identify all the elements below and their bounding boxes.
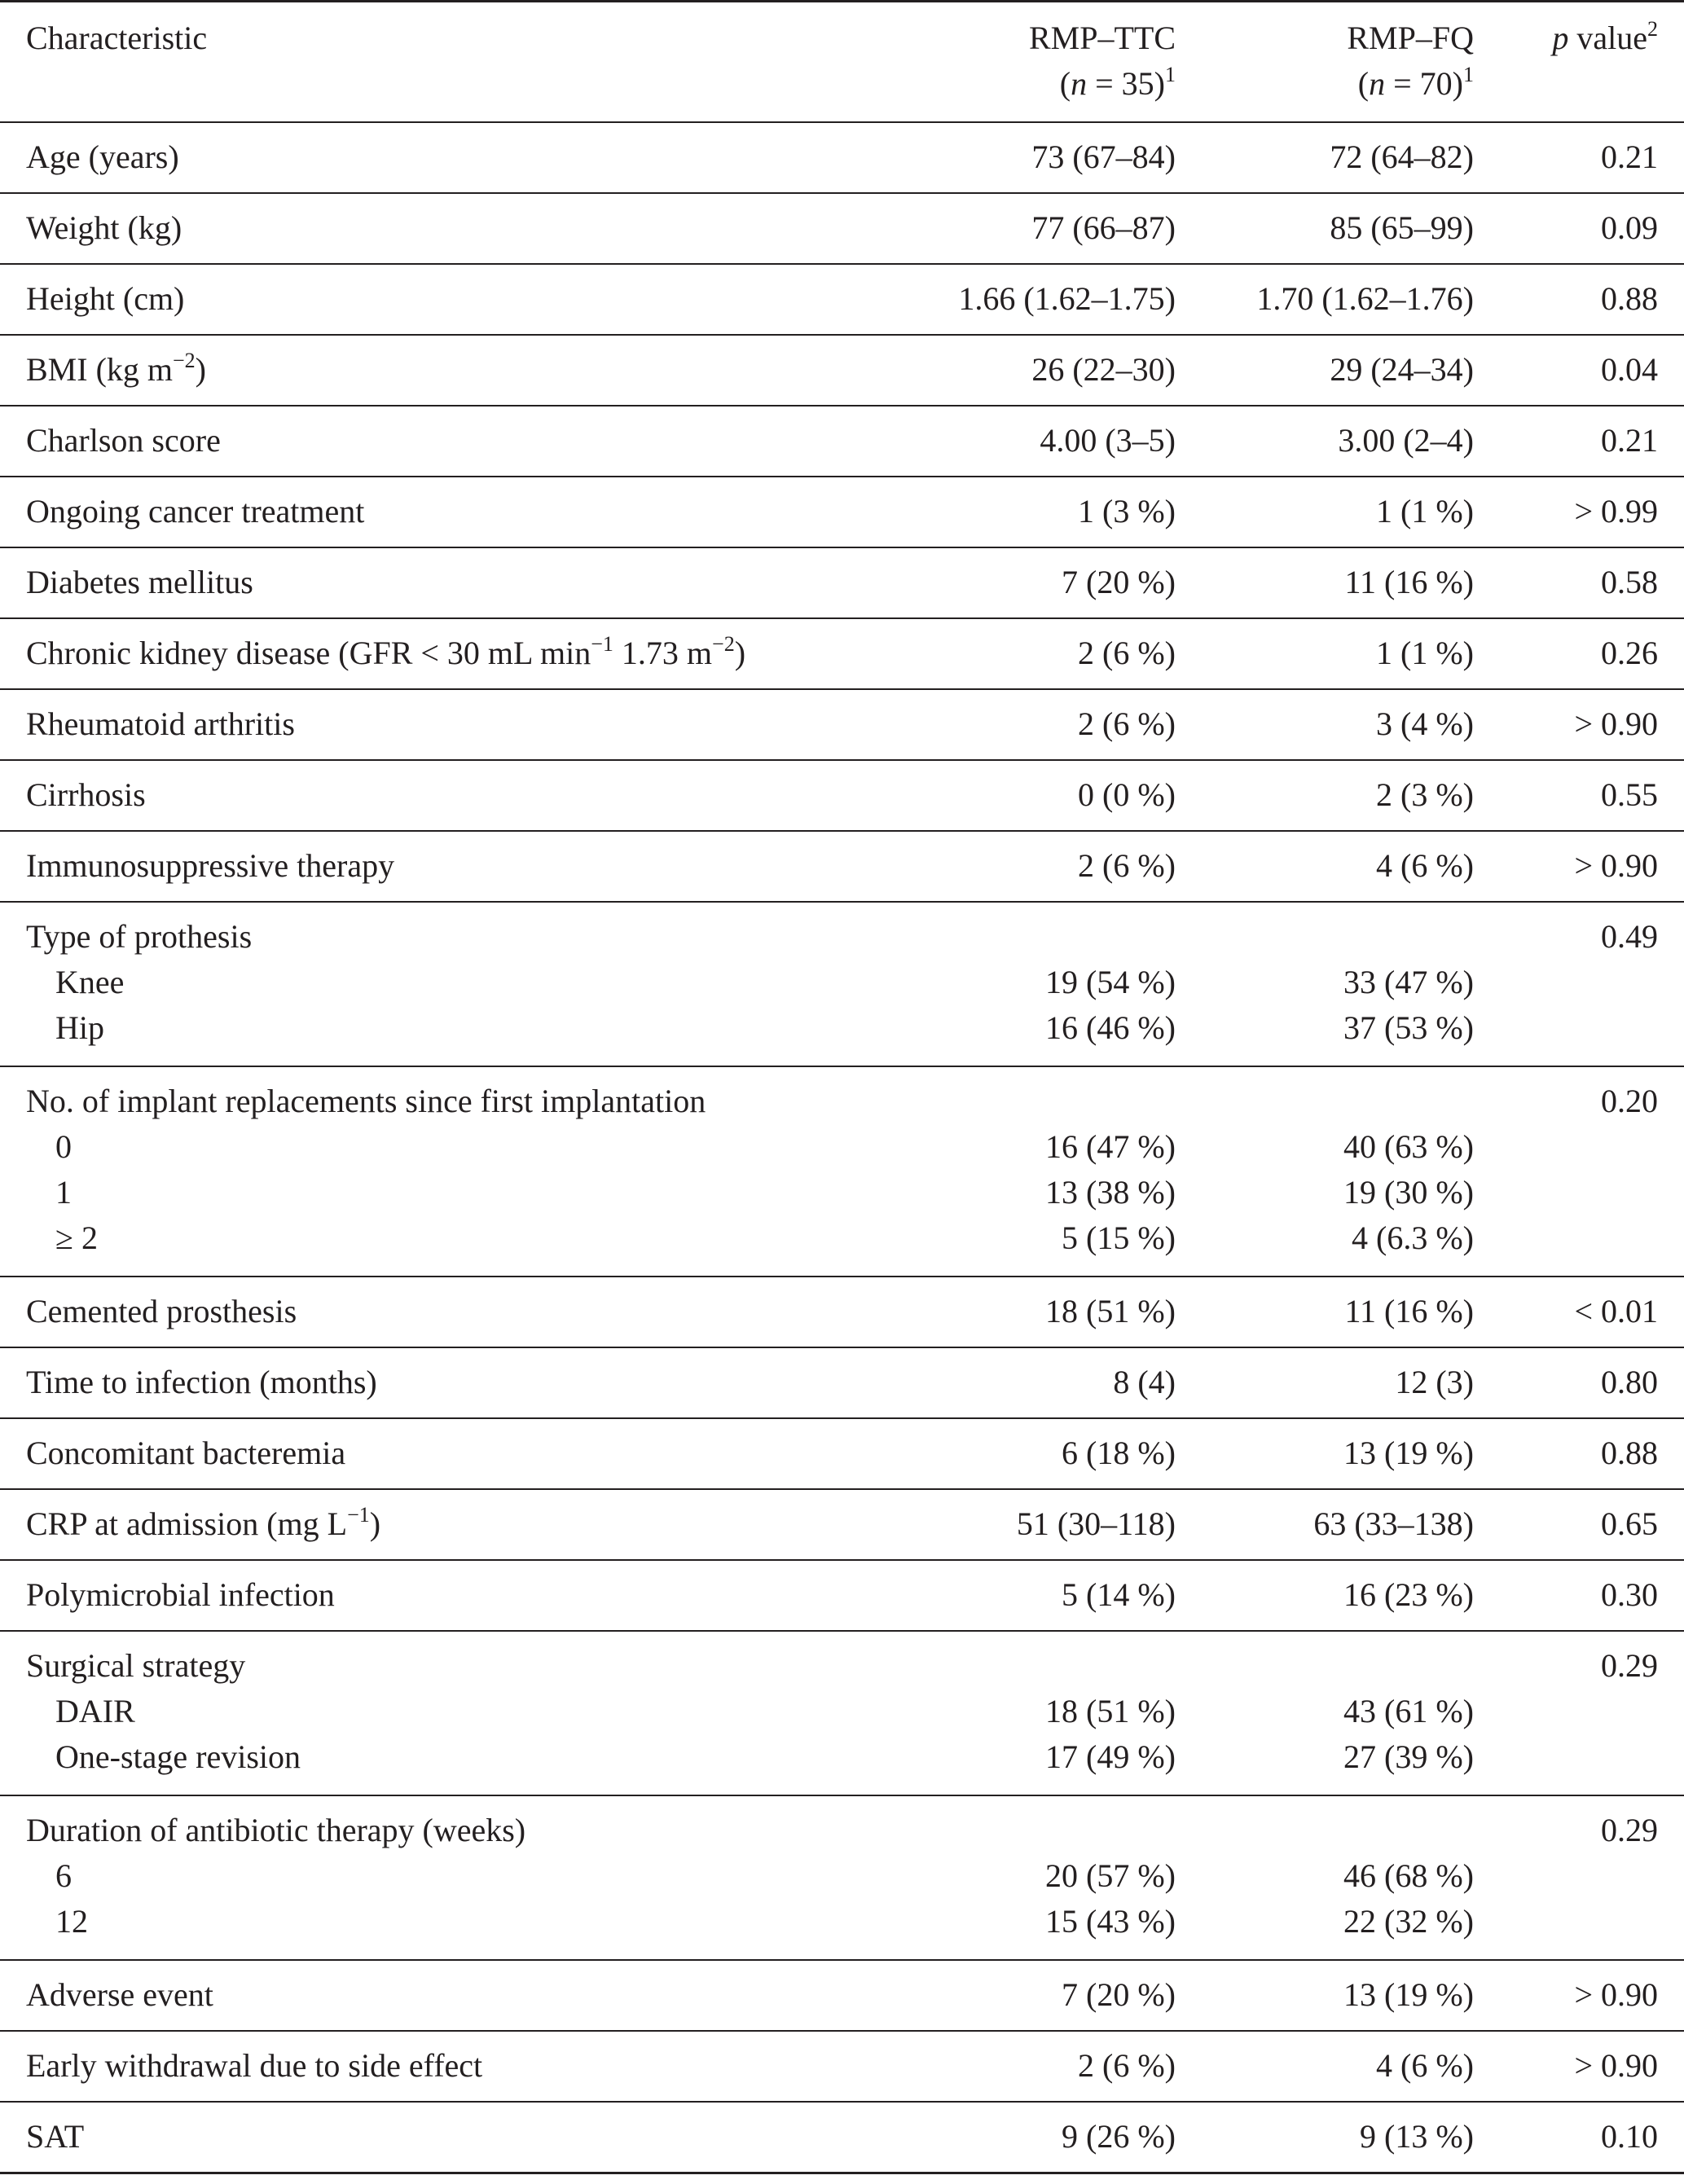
- sub-row-rmp-fq-value: 27 (39 %): [1343, 1738, 1474, 1775]
- rmp-ttc-value: 9 (26 %): [1062, 2118, 1176, 2155]
- rmp-ttc-cell: [888, 902, 1194, 1066]
- row-label-cell: [0, 1560, 888, 1631]
- table-row: [0, 2102, 1684, 2173]
- row-label-cell: [0, 760, 888, 831]
- header-rmp-ttc-footnote: 1: [1165, 62, 1176, 86]
- p-value: > 0.90: [1574, 2047, 1658, 2084]
- table-body: [0, 122, 1684, 2173]
- p-value-cell: [1493, 1277, 1684, 1347]
- row-label-cell: [0, 1277, 888, 1347]
- rmp-ttc-cell: [888, 122, 1194, 193]
- table-row: [0, 193, 1684, 264]
- sub-row-label: DAIR: [55, 1693, 135, 1729]
- rmp-fq-value: 11 (16 %): [1344, 564, 1474, 600]
- rmp-ttc-cell: [888, 406, 1194, 477]
- rmp-ttc-value: 2 (6 %): [1078, 2047, 1176, 2084]
- p-value-cell: [1493, 1631, 1684, 1795]
- rmp-fq-value: 16 (23 %): [1343, 1576, 1474, 1613]
- rmp-fq-cell: [1194, 1489, 1493, 1560]
- p-value-cell: [1493, 2031, 1684, 2102]
- sub-row-rmp-ttc-value: 16 (47 %): [1045, 1128, 1176, 1165]
- rmp-ttc-value: 1.66 (1.62–1.75): [958, 280, 1176, 317]
- rmp-ttc-value: 0 (0 %): [1078, 776, 1176, 813]
- table-row: [0, 760, 1684, 831]
- p-value-cell: [1493, 618, 1684, 689]
- rmp-fq-cell: [1194, 2102, 1493, 2173]
- row-label-exponent: −1: [347, 1502, 370, 1527]
- p-value: > 0.90: [1574, 847, 1658, 884]
- header-p-footnote: 2: [1647, 16, 1658, 41]
- row-label-cell: [0, 547, 888, 618]
- spacer-line: [1194, 1079, 1474, 1124]
- rmp-fq-value: 29 (24–34): [1330, 351, 1474, 388]
- p-value-cell: [1493, 760, 1684, 831]
- rmp-ttc-value: 7 (20 %): [1062, 1976, 1176, 2013]
- rmp-fq-value: 1.70 (1.62–1.76): [1256, 280, 1474, 317]
- row-label-text-end: ): [369, 1505, 381, 1542]
- spacer-line: [1194, 1808, 1474, 1853]
- p-value: 0.30: [1601, 1576, 1658, 1613]
- sub-row-rmp-fq-value: 33 (47 %): [1343, 964, 1474, 1000]
- row-label: Cirrhosis: [26, 776, 146, 813]
- rmp-fq-cell: [1194, 1631, 1493, 1795]
- header-rmp-fq-name: RMP–FQ: [1347, 20, 1474, 56]
- header-rmp-fq-footnote: 1: [1463, 62, 1474, 86]
- rmp-fq-cell: [1194, 1560, 1493, 1631]
- p-value: 0.21: [1601, 422, 1658, 459]
- sub-row-rmp-fq-value: 4 (6.3 %): [1352, 1219, 1474, 1256]
- p-value-cell: [1493, 264, 1684, 335]
- rmp-ttc-value: 77 (66–87): [1031, 209, 1176, 246]
- rmp-ttc-cell: [888, 264, 1194, 335]
- p-value: 0.88: [1601, 280, 1658, 317]
- sub-row-label: 12: [55, 1903, 88, 1940]
- header-rmp-fq-n-value: = 70): [1385, 65, 1463, 102]
- row-label-exponent: −1: [591, 631, 613, 656]
- p-value: 0.09: [1601, 209, 1658, 246]
- row-label-cell: [0, 406, 888, 477]
- rmp-ttc-value: 18 (51 %): [1045, 1293, 1176, 1329]
- table-row: [0, 1418, 1684, 1489]
- row-label-cell: [0, 1795, 888, 1960]
- rmp-ttc-cell: [888, 2102, 1194, 2173]
- table-row: [0, 477, 1684, 547]
- p-value: > 0.90: [1574, 705, 1658, 742]
- rmp-fq-value: 3.00 (2–4): [1338, 422, 1474, 459]
- sub-row-rmp-ttc-value: 16 (46 %): [1045, 1009, 1176, 1046]
- table-row: [0, 122, 1684, 193]
- table-row: [0, 2031, 1684, 2102]
- p-value: < 0.01: [1574, 1293, 1658, 1329]
- header-rmp-ttc: [888, 2, 1194, 123]
- sub-row-label: 1: [55, 1174, 72, 1211]
- p-value-cell: [1493, 122, 1684, 193]
- rmp-fq-value: 1 (1 %): [1376, 635, 1474, 671]
- p-value: > 0.99: [1574, 493, 1658, 530]
- rmp-fq-cell: [1194, 264, 1493, 335]
- row-label-cell: [0, 902, 888, 1066]
- p-value: 0.55: [1601, 776, 1658, 813]
- p-value: 0.29: [1601, 1647, 1658, 1684]
- table-row: [0, 1066, 1684, 1277]
- row-label-cell: [0, 1066, 888, 1277]
- p-value-cell: [1493, 831, 1684, 902]
- rmp-fq-cell: [1194, 193, 1493, 264]
- table-row: [0, 1631, 1684, 1795]
- header-characteristic: [0, 2, 888, 123]
- p-value: 0.49: [1601, 918, 1658, 955]
- header-rmp-ttc-n-prefix: (: [1059, 65, 1071, 102]
- sub-row-rmp-ttc-value: 19 (54 %): [1045, 964, 1176, 1000]
- spacer-line: [888, 1079, 1176, 1124]
- rmp-fq-cell: [1194, 831, 1493, 902]
- p-value: 0.65: [1601, 1505, 1658, 1542]
- rmp-ttc-cell: [888, 760, 1194, 831]
- p-value: 0.88: [1601, 1435, 1658, 1471]
- header-rmp-fq-n: [1194, 61, 1474, 107]
- p-value: > 0.90: [1574, 1976, 1658, 2013]
- table-row: [0, 264, 1684, 335]
- table-row: [0, 1347, 1684, 1418]
- p-value-cell: [1493, 335, 1684, 406]
- rmp-ttc-cell: [888, 1066, 1194, 1277]
- header-characteristic-text: Characteristic: [26, 20, 208, 56]
- row-label-cell: [0, 193, 888, 264]
- rmp-ttc-cell: [888, 1560, 1194, 1631]
- p-value-cell: [1493, 1418, 1684, 1489]
- rmp-fq-value: 13 (19 %): [1343, 1435, 1474, 1471]
- sub-row-rmp-ttc-value: 18 (51 %): [1045, 1693, 1176, 1729]
- row-label: Immunosuppressive therapy: [26, 847, 395, 884]
- rmp-ttc-cell: [888, 477, 1194, 547]
- row-label: Age (years): [26, 138, 179, 175]
- p-value-cell: [1493, 1795, 1684, 1960]
- header-rmp-fq-n-prefix: (: [1357, 65, 1370, 102]
- table-row: [0, 902, 1684, 1066]
- rmp-ttc-value: 7 (20 %): [1062, 564, 1176, 600]
- sub-row-rmp-ttc-value: 20 (57 %): [1045, 1857, 1176, 1894]
- rmp-ttc-cell: [888, 1277, 1194, 1347]
- header-rmp-ttc-n-italic: n: [1071, 65, 1088, 102]
- header-rmp-ttc-n-value: = 35): [1087, 65, 1165, 102]
- row-label-cell: [0, 1960, 888, 2031]
- table-row: [0, 618, 1684, 689]
- row-label: Diabetes mellitus: [26, 564, 253, 600]
- row-label: [26, 631, 746, 671]
- header-rmp-fq-n-italic: n: [1369, 65, 1386, 102]
- row-label: Surgical strategy: [26, 1647, 246, 1684]
- rmp-ttc-value: 73 (67–84): [1031, 138, 1176, 175]
- sub-row-rmp-fq-value: 22 (32 %): [1343, 1903, 1474, 1940]
- sub-row-label: Knee: [55, 964, 125, 1000]
- p-value-cell: [1493, 477, 1684, 547]
- row-label-text-mid: 1.73 m: [613, 635, 713, 671]
- p-value-cell: [1493, 2102, 1684, 2173]
- rmp-ttc-value: 2 (6 %): [1078, 705, 1176, 742]
- spacer-line: [888, 1808, 1176, 1853]
- row-label: Weight (kg): [26, 209, 182, 246]
- rmp-fq-cell: [1194, 618, 1493, 689]
- row-label: Early withdrawal due to side effect: [26, 2047, 483, 2084]
- table-row: [0, 831, 1684, 902]
- sub-row-rmp-fq-value: 43 (61 %): [1343, 1693, 1474, 1729]
- rmp-fq-cell: [1194, 689, 1493, 760]
- row-label: Ongoing cancer treatment: [26, 493, 365, 530]
- rmp-fq-value: 12 (3): [1395, 1364, 1474, 1400]
- row-label: [26, 1502, 381, 1542]
- row-label: [26, 348, 206, 388]
- rmp-fq-value: 3 (4 %): [1376, 705, 1474, 742]
- table-row: [0, 406, 1684, 477]
- row-label-cell: [0, 831, 888, 902]
- rmp-ttc-cell: [888, 2031, 1194, 2102]
- header-rmp-ttc-n: [888, 61, 1176, 107]
- p-value: 0.80: [1601, 1364, 1658, 1400]
- rmp-fq-cell: [1194, 406, 1493, 477]
- rmp-fq-cell: [1194, 902, 1493, 1066]
- header-p-italic: p: [1552, 20, 1569, 56]
- spacer-line: [888, 914, 1176, 960]
- rmp-fq-value: 11 (16 %): [1344, 1293, 1474, 1329]
- rmp-ttc-cell: [888, 831, 1194, 902]
- rmp-fq-value: 13 (19 %): [1343, 1976, 1474, 2013]
- table-row: [0, 335, 1684, 406]
- sub-row-label: 0: [55, 1128, 72, 1165]
- row-label-exponent-2: −2: [712, 631, 735, 656]
- row-label-text: Chronic kidney disease (GFR < 30 mL min: [26, 635, 591, 671]
- rmp-ttc-cell: [888, 689, 1194, 760]
- rmp-fq-value: 2 (3 %): [1376, 776, 1474, 813]
- p-value-cell: [1493, 1066, 1684, 1277]
- row-label-cell: [0, 335, 888, 406]
- row-label-text: CRP at admission (mg L: [26, 1505, 348, 1542]
- row-label: SAT: [26, 2118, 85, 2155]
- rmp-ttc-value: 5 (14 %): [1062, 1576, 1176, 1613]
- rmp-fq-cell: [1194, 335, 1493, 406]
- row-label-exponent: −2: [173, 348, 196, 372]
- rmp-ttc-cell: [888, 618, 1194, 689]
- row-label: No. of implant replacements since first implantation: [26, 1083, 706, 1119]
- rmp-fq-cell: [1194, 1960, 1493, 2031]
- sub-row-rmp-ttc-value: 17 (49 %): [1045, 1738, 1176, 1775]
- rmp-fq-value: 4 (6 %): [1376, 847, 1474, 884]
- sub-row-label: ≥ 2: [55, 1219, 98, 1256]
- table-row: [0, 1560, 1684, 1631]
- row-label-cell: [0, 1347, 888, 1418]
- table-row: [0, 1795, 1684, 1960]
- sub-row-label: 6: [55, 1857, 72, 1894]
- sub-row-rmp-ttc-value: 15 (43 %): [1045, 1903, 1176, 1940]
- rmp-fq-value: 1 (1 %): [1376, 493, 1474, 530]
- spacer-line: [1194, 1643, 1474, 1689]
- header-row: [0, 2, 1684, 123]
- p-value: 0.10: [1601, 2118, 1658, 2155]
- row-label-cell: [0, 618, 888, 689]
- header-p-text: value: [1568, 20, 1647, 56]
- rmp-ttc-value: 26 (22–30): [1031, 351, 1176, 388]
- row-label: Concomitant bacteremia: [26, 1435, 346, 1471]
- row-label: Time to infection (months): [26, 1364, 377, 1400]
- row-label-cell: [0, 689, 888, 760]
- rmp-fq-cell: [1194, 547, 1493, 618]
- rmp-ttc-cell: [888, 335, 1194, 406]
- table-row: [0, 1960, 1684, 2031]
- p-value-cell: [1493, 689, 1684, 760]
- p-value-cell: [1493, 1489, 1684, 1560]
- row-label: Adverse event: [26, 1976, 213, 2013]
- p-value-cell: [1493, 1960, 1684, 2031]
- p-value-cell: [1493, 406, 1684, 477]
- rmp-fq-cell: [1194, 760, 1493, 831]
- rmp-ttc-value: 1 (3 %): [1078, 493, 1176, 530]
- sub-row-rmp-ttc-value: 13 (38 %): [1045, 1174, 1176, 1211]
- sub-row-rmp-fq-value: 40 (63 %): [1343, 1128, 1474, 1165]
- spacer-line: [888, 1643, 1176, 1689]
- row-label: Duration of antibiotic therapy (weeks): [26, 1812, 526, 1848]
- p-value-cell: [1493, 547, 1684, 618]
- table-row: [0, 689, 1684, 760]
- table-row: [0, 1489, 1684, 1560]
- p-value: 0.58: [1601, 564, 1658, 600]
- row-label: Rheumatoid arthritis: [26, 705, 295, 742]
- row-label-text-end: ): [195, 351, 206, 388]
- header-rmp-fq: [1194, 2, 1493, 123]
- row-label-cell: [0, 1489, 888, 1560]
- rmp-ttc-cell: [888, 547, 1194, 618]
- p-value-cell: [1493, 1347, 1684, 1418]
- spacer-line: [1194, 914, 1474, 960]
- rmp-ttc-cell: [888, 1489, 1194, 1560]
- row-label: Type of prothesis: [26, 918, 253, 955]
- rmp-ttc-cell: [888, 1347, 1194, 1418]
- rmp-ttc-cell: [888, 1631, 1194, 1795]
- sub-row-label: Hip: [55, 1009, 104, 1046]
- header-p-value: [1493, 2, 1684, 123]
- rmp-fq-value: 4 (6 %): [1376, 2047, 1474, 2084]
- sub-row-rmp-fq-value: 19 (30 %): [1343, 1174, 1474, 1211]
- row-label-cell: [0, 122, 888, 193]
- rmp-ttc-value: 4.00 (3–5): [1040, 422, 1176, 459]
- row-label-cell: [0, 1418, 888, 1489]
- p-value-cell: [1493, 902, 1684, 1066]
- row-label: Height (cm): [26, 280, 185, 317]
- sub-row-rmp-ttc-value: 5 (15 %): [1062, 1219, 1176, 1256]
- rmp-fq-cell: [1194, 2031, 1493, 2102]
- row-label-text: BMI (kg m: [26, 351, 173, 388]
- table-row: [0, 547, 1684, 618]
- row-label-cell: [0, 2102, 888, 2173]
- row-label-text-end: ): [734, 635, 746, 671]
- row-label-cell: [0, 2031, 888, 2102]
- p-value: 0.26: [1601, 635, 1658, 671]
- rmp-ttc-cell: [888, 1960, 1194, 2031]
- row-label: Polymicrobial infection: [26, 1576, 335, 1613]
- sub-row-rmp-fq-value: 37 (53 %): [1343, 1009, 1474, 1046]
- rmp-fq-cell: [1194, 477, 1493, 547]
- p-value: 0.21: [1601, 138, 1658, 175]
- p-value-cell: [1493, 1560, 1684, 1631]
- p-value: 0.29: [1601, 1812, 1658, 1848]
- rmp-ttc-value: 51 (30–118): [1016, 1505, 1176, 1542]
- sub-row-label: One-stage revision: [55, 1738, 301, 1775]
- rmp-ttc-cell: [888, 1795, 1194, 1960]
- sub-row-rmp-fq-value: 46 (68 %): [1343, 1857, 1474, 1894]
- table-header: [0, 2, 1684, 123]
- row-label-cell: [0, 264, 888, 335]
- header-rmp-ttc-name: RMP–TTC: [1028, 20, 1176, 56]
- rmp-fq-value: 85 (65–99): [1330, 209, 1474, 246]
- rmp-fq-cell: [1194, 1347, 1493, 1418]
- p-value-cell: [1493, 193, 1684, 264]
- rmp-ttc-cell: [888, 193, 1194, 264]
- table-row: [0, 1277, 1684, 1347]
- rmp-fq-value: 63 (33–138): [1313, 1505, 1474, 1542]
- row-label-cell: [0, 1631, 888, 1795]
- rmp-fq-cell: [1194, 1066, 1493, 1277]
- row-label: Cemented prosthesis: [26, 1293, 297, 1329]
- rmp-ttc-value: 8 (4): [1113, 1364, 1176, 1400]
- rmp-ttc-value: 2 (6 %): [1078, 635, 1176, 671]
- rmp-fq-cell: [1194, 122, 1493, 193]
- rmp-fq-cell: [1194, 1418, 1493, 1489]
- rmp-fq-value: 72 (64–82): [1330, 138, 1474, 175]
- rmp-ttc-cell: [888, 1418, 1194, 1489]
- rmp-fq-cell: [1194, 1795, 1493, 1960]
- row-label: Charlson score: [26, 422, 221, 459]
- rmp-ttc-value: 6 (18 %): [1062, 1435, 1176, 1471]
- rmp-fq-value: 9 (13 %): [1360, 2118, 1474, 2155]
- p-value: 0.04: [1601, 351, 1658, 388]
- rmp-ttc-value: 2 (6 %): [1078, 847, 1176, 884]
- p-value: 0.20: [1601, 1083, 1658, 1119]
- row-label-cell: [0, 477, 888, 547]
- rmp-fq-cell: [1194, 1277, 1493, 1347]
